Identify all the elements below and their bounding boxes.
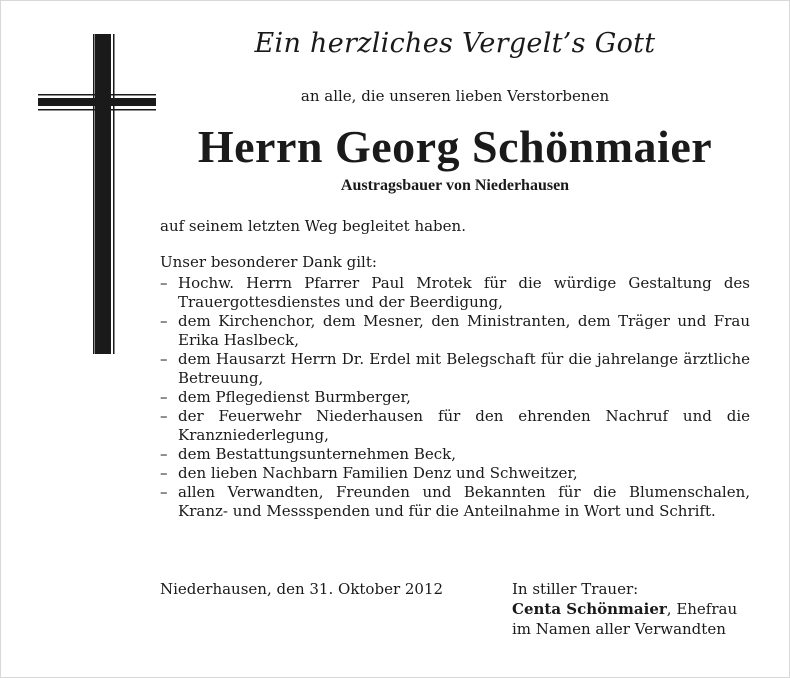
dash: – <box>160 350 168 368</box>
intro-line: an alle, die unseren lieben Verstorbenen <box>300 87 610 105</box>
list-item-text: allen Verwandten, Freunden und Bekannten für die Blumenschalen, Kranz- und Messspenden und für die Anteilnahme in Wort und Schrift. <box>178 483 750 520</box>
last-way-line: auf seinem letzten Weg begleitet haben. <box>160 217 466 235</box>
thanks-list <box>160 274 750 521</box>
dash: – <box>160 312 168 330</box>
list-item <box>160 464 750 483</box>
list-item-text: dem Pflegedienst Burmberger, <box>178 388 411 406</box>
family-line: im Namen aller Verwandten <box>512 620 726 638</box>
deceased-name: Herrn Georg Schönmaier <box>197 121 713 172</box>
dash: – <box>160 388 168 406</box>
list-item-text: der Feuerwehr Niederhausen für den ehrenden Nachruf und die Kranzniederlegung, <box>178 407 750 444</box>
signature-block <box>512 579 737 639</box>
dash: – <box>160 445 168 463</box>
mourner-name: Centa Schönmaier <box>512 600 667 618</box>
list-item-text: dem Kirchenchor, dem Mesner, den Ministranten, dem Träger und Frau Erika Haslbeck, <box>178 312 750 349</box>
list-item-text: dem Bestattungsunternehmen Beck, <box>178 445 456 463</box>
list-item <box>160 407 750 445</box>
dash: – <box>160 407 168 425</box>
list-item-text: dem Hausarzt Herrn Dr. Erdel mit Belegschaft für die jahrelange ärztliche Betreuung, <box>178 350 750 387</box>
list-item <box>160 274 750 312</box>
list-item <box>160 350 750 388</box>
headline: Ein herzliches Vergelt’s Gott <box>254 28 656 59</box>
dash: – <box>160 464 168 482</box>
thanks-title: Unser besonderer Dank gilt: <box>160 253 377 271</box>
list-item-text: Hochw. Herrn Pfarrer Paul Mrotek für die würdige Gestaltung des Trauergottesdienstes und der Beerdigung, <box>178 274 750 311</box>
dash: – <box>160 274 168 292</box>
mourning-label: In stiller Trauer: <box>512 580 639 598</box>
place-and-date: Niederhausen, den 31. Oktober 2012 <box>160 580 444 598</box>
mourner-relation: , Ehefrau <box>666 600 738 618</box>
mourner-line <box>512 599 737 619</box>
dash: – <box>160 483 168 501</box>
list-item <box>160 388 750 407</box>
list-item <box>160 312 750 350</box>
list-item-text: den lieben Nachbarn Familien Denz und Schweitzer, <box>178 464 578 482</box>
cross-icon <box>38 34 158 354</box>
list-item <box>160 445 750 464</box>
deceased-role: Austragsbauer von Niederhausen <box>340 177 570 194</box>
list-item <box>160 483 750 521</box>
